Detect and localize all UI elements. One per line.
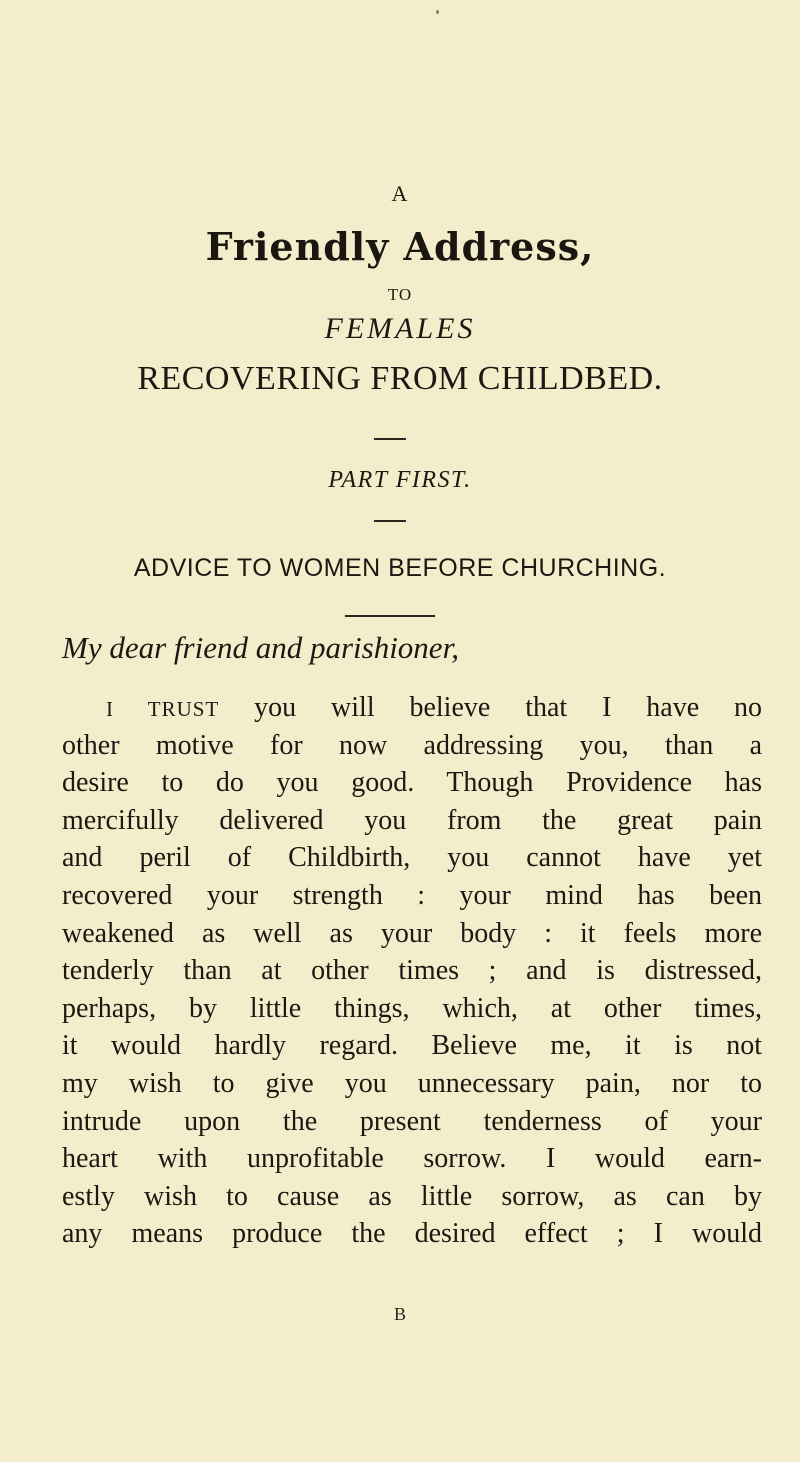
salutation: My dear friend and parishioner, bbox=[62, 630, 459, 665]
signature-mark: B bbox=[393, 1304, 406, 1324]
body-line: intrude upon the present tenderness of your bbox=[62, 1105, 762, 1137]
divider-rule-long bbox=[345, 615, 435, 617]
title-letter-a: A bbox=[391, 181, 409, 206]
title-recovering: RECOVERING FROM CHILDBED. bbox=[137, 360, 663, 397]
body-line: desire to do you good. Though Providence has bbox=[62, 767, 762, 799]
body-line: other motive for now addressing you, than a bbox=[62, 729, 762, 761]
ink-speck bbox=[436, 10, 439, 14]
body-line: it would hardly regard. Believe me, it is not bbox=[62, 1030, 762, 1062]
body-line: any means produce the desired effect ; I would bbox=[62, 1218, 762, 1250]
title-blackletter: Friendly Address, bbox=[205, 224, 595, 269]
title-females: FEMALES bbox=[324, 312, 476, 345]
body-line: tenderly than at other times ; and is distressed, bbox=[62, 955, 762, 987]
body-paragraph bbox=[62, 689, 762, 1253]
title-to: TO bbox=[387, 285, 413, 304]
opening-words: I TRUST bbox=[106, 697, 220, 721]
body-line: my wish to give you unnecessary pain, nor to bbox=[62, 1067, 762, 1099]
body-line: mercifully delivered you from the great pain bbox=[62, 804, 762, 836]
body-line: recovered your strength : your mind has been bbox=[62, 879, 762, 911]
divider-rule bbox=[374, 438, 406, 440]
body-line: heart with unprofitable sorrow. I would earn- bbox=[62, 1143, 762, 1175]
body-line: and peril of Childbirth, you cannot have yet bbox=[62, 842, 762, 874]
body-line: perhaps, by little things, which, at other times, bbox=[62, 992, 762, 1024]
divider-rule bbox=[374, 520, 406, 522]
body-line: weakened as well as your body : it feels more bbox=[62, 917, 762, 949]
part-heading: PART FIRST. bbox=[328, 467, 472, 493]
section-heading: ADVICE TO WOMEN BEFORE CHURCHING. bbox=[133, 554, 667, 582]
body-line: I TRUST you will believe that I have no bbox=[106, 692, 763, 723]
body-line: estly wish to cause as little sorrow, as can by bbox=[62, 1180, 762, 1212]
